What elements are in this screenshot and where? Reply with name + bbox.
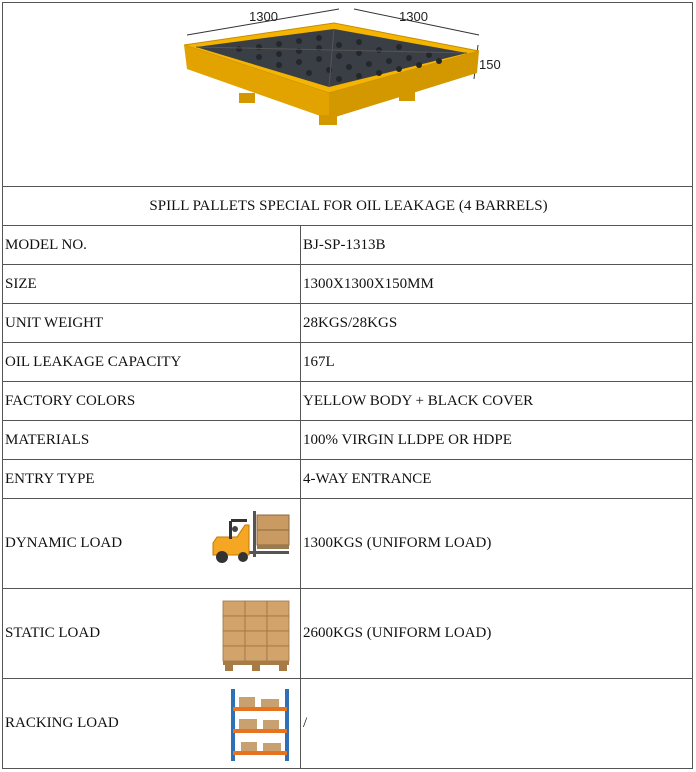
value-oil-capacity: 167L [301,343,693,382]
label-size: SIZE [3,265,301,304]
spec-table [2,2,693,769]
value-entry-type: 4-WAY ENTRANCE [301,460,693,499]
label-factory-colors: FACTORY COLORS [3,382,301,421]
value-size: 1300X1300X150MM [301,265,693,304]
value-materials: 100% VIRGIN LLDPE OR HDPE [301,421,693,460]
value-model-no: BJ-SP-1313B [301,226,693,265]
label-model-no: MODEL NO. [3,226,301,265]
forklift-icon [207,507,293,567]
value-unit-weight: 28KGS/28KGS [301,304,693,343]
dynamic-load-cell [3,499,301,589]
dimension-width: 1300 [398,9,428,24]
value-factory-colors: YELLOW BODY + BLACK COVER [301,382,693,421]
label-static-load: STATIC LOAD [5,625,101,641]
product-title: SPILL PALLETS SPECIAL FOR OIL LEAKAGE (4 BARRELS) [3,187,693,226]
racking-icon [227,687,293,763]
static-load-cell [3,589,301,679]
label-entry-type: ENTRY TYPE [3,460,301,499]
value-dynamic-load: 1300KGS (UNIFORM LOAD) [301,499,693,589]
dimension-height: 150 [478,57,501,72]
label-dynamic-load: DYNAMIC LOAD [5,535,123,551]
dimension-length: 1300 [248,9,278,24]
value-static-load: 2600KGS (UNIFORM LOAD) [301,589,693,679]
label-oil-capacity: OIL LEAKAGE CAPACITY [3,343,301,382]
racking-load-cell [3,679,301,769]
spill-pallet-illustration [179,7,519,177]
stacked-boxes-icon [221,597,291,673]
label-unit-weight: UNIT WEIGHT [3,304,301,343]
label-materials: MATERIALS [3,421,301,460]
value-racking-load: / [301,679,693,769]
label-racking-load: RACKING LOAD [5,715,119,731]
product-image-cell [3,3,693,187]
